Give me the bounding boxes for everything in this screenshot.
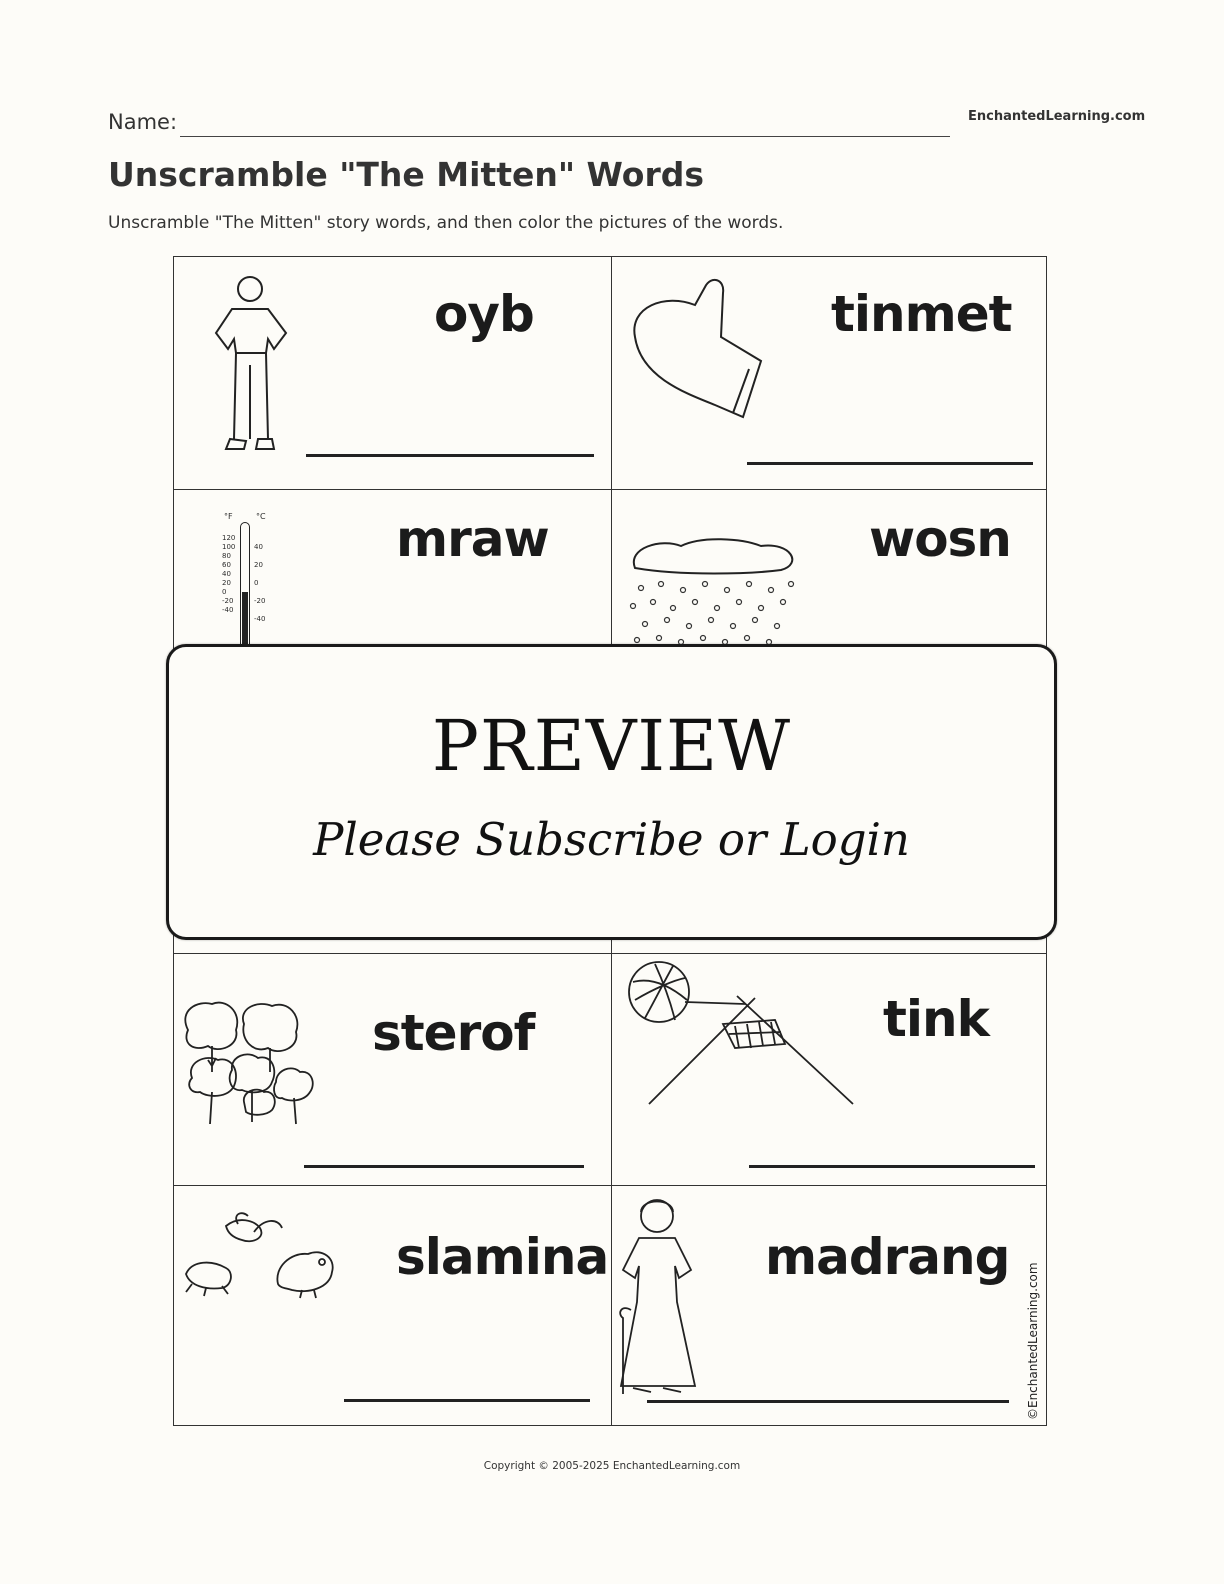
answer-line[interactable] xyxy=(749,1165,1035,1168)
snow-cloud-icon xyxy=(621,538,801,648)
brand-logo: EnchantedLearning.com xyxy=(968,109,1146,124)
word-cell-mitten xyxy=(611,257,1047,490)
copyright-footer: Copyright © 2005-2025 EnchantedLearning.com xyxy=(483,1460,741,1472)
preview-title: PREVIEW xyxy=(431,705,792,787)
grandma-icon xyxy=(611,1194,721,1399)
word-cell-forest xyxy=(174,954,610,1187)
boy-icon xyxy=(202,269,302,459)
scrambled-word: oyb xyxy=(434,285,534,343)
scrambled-word: sterof xyxy=(372,1004,535,1062)
scrambled-word: madrang xyxy=(765,1228,1010,1286)
animals-icon xyxy=(182,1210,342,1300)
word-cell-knit xyxy=(611,954,1047,1187)
answer-line[interactable] xyxy=(306,454,594,457)
answer-line[interactable] xyxy=(747,462,1033,465)
instructions: Unscramble "The Mitten" story words, and then color the pictures of the words. xyxy=(108,213,784,233)
preview-overlay[interactable] xyxy=(166,644,1057,940)
answer-line[interactable] xyxy=(647,1400,1009,1403)
subscribe-login-link[interactable]: Please Subscribe or Login xyxy=(313,813,910,866)
name-label: Name: xyxy=(108,110,178,134)
scrambled-word: wosn xyxy=(869,510,1011,568)
thermometer-icon: °F °C 120 100 80 60 40 20 0 -20 -40 40 20 0 -20 -40 xyxy=(220,512,280,712)
scrambled-word: mraw xyxy=(396,510,549,568)
word-cell-boy xyxy=(174,257,610,490)
trees-icon xyxy=(178,1000,318,1135)
scrambled-word: tink xyxy=(883,990,989,1048)
mitten-icon xyxy=(625,277,775,422)
word-cell-grandma xyxy=(611,1186,1047,1419)
scrambled-word: tinmet xyxy=(831,285,1012,343)
side-watermark: ©EnchantedLearning.com xyxy=(1026,1262,1040,1420)
page-title: Unscramble "The Mitten" Words xyxy=(108,155,704,194)
word-cell-animals xyxy=(174,1186,610,1419)
scrambled-word: slamina xyxy=(396,1228,609,1286)
name-field-line[interactable] xyxy=(180,136,950,137)
knitting-icon xyxy=(625,960,865,1110)
answer-line[interactable] xyxy=(304,1165,584,1168)
answer-line[interactable] xyxy=(344,1399,590,1402)
